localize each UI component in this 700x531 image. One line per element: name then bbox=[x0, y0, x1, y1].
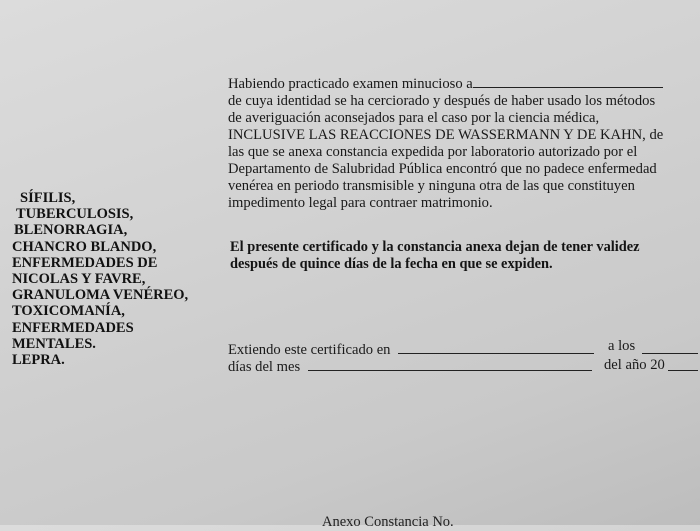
disease-item: GRANULOMA VENÉREO, bbox=[12, 287, 189, 304]
disease-item: NICOLAS Y FAVRE, bbox=[12, 271, 146, 288]
del-anio-label: del año 20 bbox=[604, 357, 665, 373]
dias-del-mes-label: días del mes bbox=[228, 359, 301, 375]
paragraph-line-8: impedimento legal para contraer matrimonio. bbox=[228, 195, 493, 211]
disease-item: TOXICOMANÍA, bbox=[12, 303, 125, 320]
place-blank[interactable] bbox=[398, 352, 594, 354]
closing-statement bbox=[228, 338, 698, 376]
disease-item: BLENORRAGIA, bbox=[14, 222, 128, 239]
disease-item: TUBERCULOSIS, bbox=[16, 206, 134, 223]
paragraph-line-3: de averiguación aconsejados para el caso por la ciencia médica, bbox=[228, 110, 600, 126]
patient-name-blank[interactable] bbox=[473, 86, 663, 88]
notice-line-2: después de quince días de la fecha en que se expiden. bbox=[230, 256, 553, 272]
disease-item: ENFERMEDADES DE bbox=[12, 254, 158, 271]
day-blank[interactable] bbox=[642, 352, 698, 354]
year-blank[interactable] bbox=[668, 369, 698, 371]
closing-row-2 bbox=[228, 359, 698, 376]
paragraph-line-5: las que se anexa constancia expedida por laboratorio autorizado por el bbox=[228, 144, 638, 160]
anexo-constancia-label: Anexo Constancia No. bbox=[322, 514, 454, 530]
validity-notice bbox=[230, 239, 700, 273]
disease-item: CHANCRO BLANDO, bbox=[12, 238, 157, 255]
month-blank[interactable] bbox=[308, 369, 592, 371]
paragraph-line-1 bbox=[228, 76, 698, 93]
disease-item: SÍFILIS, bbox=[20, 190, 76, 206]
paragraph-line-6: Departamento de Salubridad Pública encontró que no padece enfermedad bbox=[228, 161, 657, 177]
a-los-label: a los bbox=[608, 338, 636, 354]
paragraph-line-7: venérea en periodo transmisible y ninguna otra de las que constituyen bbox=[228, 178, 635, 194]
disease-item: LEPRA. bbox=[12, 352, 65, 369]
diseases-list bbox=[12, 190, 212, 368]
disease-item: ENFERMEDADES bbox=[12, 319, 134, 336]
disease-item: MENTALES. bbox=[12, 335, 96, 352]
exam-paragraph bbox=[228, 76, 698, 212]
extiendo-label: Extiendo este certificado en bbox=[228, 342, 391, 358]
paragraph-line-4: INCLUSIVE LAS REACCIONES DE WASSERMANN Y DE KAHN, de bbox=[228, 127, 664, 143]
paragraph-line-2: de cuya identidad se ha cerciorado y después de haber usado los métodos bbox=[228, 93, 656, 109]
paragraph-text: Habiendo practicado examen minucioso a bbox=[228, 76, 473, 92]
notice-line-1: El presente certificado y la constancia anexa dejan de tener validez bbox=[230, 239, 640, 255]
